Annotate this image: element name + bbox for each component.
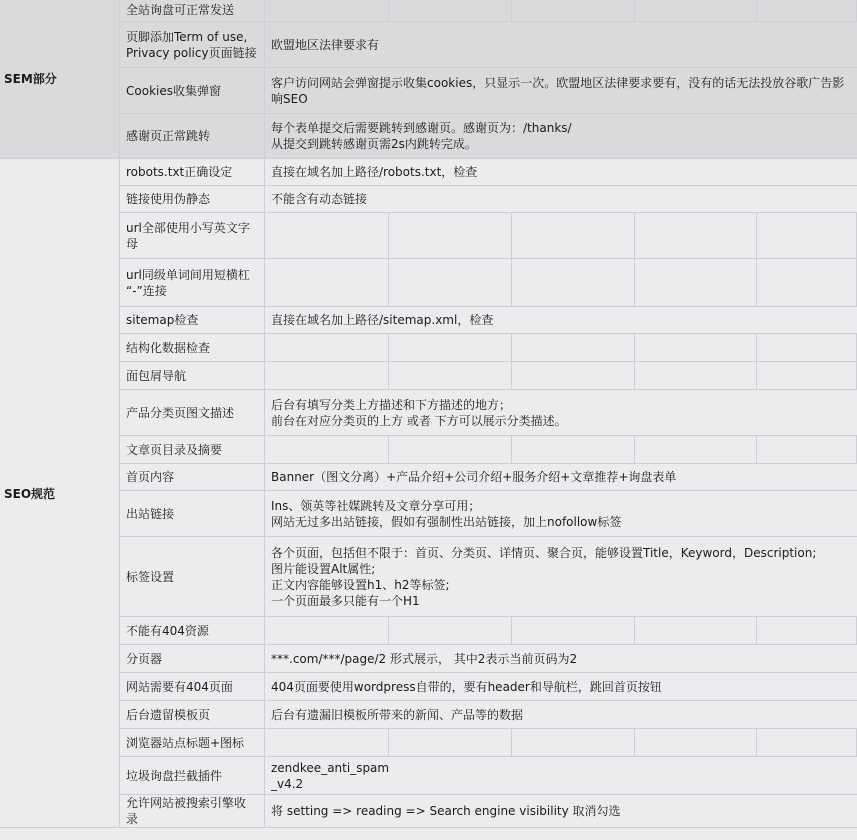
desc-text: 后台有填写分类上方描述和下方描述的地方； 前台在对应分类页的上方 或者 下方可以展示分类描述。 [271,397,567,428]
item-cell[interactable] [120,464,265,491]
table-row [0,617,857,645]
empty-cell[interactable] [512,334,635,362]
item-cell[interactable] [120,729,265,757]
empty-cell[interactable] [389,213,512,259]
item-text: 标签设置 [126,569,175,584]
desc-text: 直接在域名加上路径/robots.txt，检查 [271,165,478,179]
desc-cell[interactable] [265,186,857,213]
table-row [0,68,857,114]
item-cell[interactable] [120,307,265,334]
table-row [0,213,857,259]
desc-cell[interactable] [265,390,857,436]
table-row [0,186,857,213]
desc-cell[interactable] [265,701,857,729]
empty-cell[interactable] [389,0,512,22]
empty-cell[interactable] [512,617,635,645]
empty-cell[interactable] [512,0,635,22]
desc-cell[interactable] [265,537,857,617]
empty-cell[interactable] [389,729,512,757]
desc-cell[interactable] [265,22,857,68]
desc-cell[interactable] [265,362,389,390]
desc-cell[interactable] [265,259,389,307]
desc-cell[interactable] [265,68,857,114]
table-row [0,701,857,729]
desc-cell[interactable] [265,114,857,159]
desc-text: 直接在域名加上路径/sitemap.xml，检查 [271,313,494,327]
empty-cell[interactable] [757,334,857,362]
table-row [0,22,857,68]
desc-text: 每个表单提交后需要跳转到感谢页。感谢页为：/thanks/ 从提交到跳转感谢页需2s内跳转完成。 [271,121,572,151]
item-cell[interactable] [120,673,265,701]
desc-text: Banner（图文分离）+产品介绍+公司介绍+服务介绍+文章推荐+询盘表单 [271,470,677,484]
table-row [0,757,857,795]
item-cell[interactable] [120,259,265,307]
item-text: sitemap检查 [126,313,199,327]
item-cell[interactable] [120,701,265,729]
desc-text: 客户访问网站会弹窗提示收集cookies，只显示一次。欧盟地区法律要求要有，没有的话无法投放谷歌广告影 响SEO [271,75,845,106]
table-row [0,491,857,537]
table-row [0,362,857,390]
item-cell[interactable] [120,645,265,673]
empty-cell[interactable] [389,617,512,645]
item-text: 全站询盘可正常发送 [126,2,235,17]
desc-cell[interactable] [265,673,857,701]
empty-cell[interactable] [389,436,512,464]
item-text: url全部使用小写英文字 母 [126,220,250,251]
table-row [0,537,857,617]
empty-cell[interactable] [635,259,757,307]
desc-cell[interactable] [265,617,389,645]
item-text: 首页内容 [126,470,175,484]
sem-group-label: SEM部分 [4,71,57,86]
desc-cell[interactable] [265,0,389,22]
item-cell[interactable] [120,114,265,159]
desc-text: zendkee_anti_spam _v4.2 [271,760,390,791]
empty-cell[interactable] [635,0,757,22]
item-text: robots.txt正确设定 [126,165,233,179]
item-text: 结构化数据检查 [126,340,211,355]
empty-cell[interactable] [389,362,512,390]
item-cell[interactable] [120,334,265,362]
desc-cell[interactable] [265,464,857,491]
desc-text: 不能含有动态链接 [271,192,368,206]
table-row [0,729,857,757]
item-cell[interactable] [120,617,265,645]
desc-text: Ins、领英等社媒跳转及文章分享可用； 网站无过多出站链接，假如有强制性出站链接，加上nofollow标签 [271,498,622,529]
table-row [0,464,857,491]
desc-cell[interactable] [265,795,857,828]
desc-text: 将 setting => reading => Search engine visibility 取消勾选 [271,804,621,818]
item-cell[interactable] [120,390,265,436]
item-cell[interactable] [120,757,265,795]
item-text: 文章页目录及摘要 [126,442,223,457]
item-cell[interactable] [120,186,265,213]
item-cell[interactable] [120,537,265,617]
desc-text: 后台有遗漏旧模板所带来的新闻、产品等的数据 [271,707,524,722]
item-cell[interactable] [120,795,265,828]
item-text: 不能有404资源 [126,623,209,638]
table-row [0,334,857,362]
desc-text: 各个页面，包括但不限于：首页、分类页、详情页、聚合页，能够设置Title，Keyword，Description; 图片能设置Alt属性; 正文内容能够设置h1、h2等标签; 一个页面最多只能有一个H1 [271,545,817,608]
table-row [0,159,857,186]
empty-cell[interactable] [635,362,757,390]
desc-cell[interactable] [265,729,389,757]
desc-cell[interactable] [265,307,857,334]
item-cell[interactable] [120,68,265,114]
desc-cell[interactable] [265,645,857,673]
empty-cell[interactable] [512,213,635,259]
table-row [0,436,857,464]
empty-cell[interactable] [635,436,757,464]
empty-cell[interactable] [757,436,857,464]
item-cell[interactable] [120,436,265,464]
table-row [0,645,857,673]
item-cell[interactable] [120,159,265,186]
table-row [0,0,857,22]
desc-cell[interactable] [265,213,389,259]
desc-text: 欧盟地区法律要求有 [271,37,380,52]
empty-cell[interactable] [635,729,757,757]
table-row [0,114,857,159]
desc-cell[interactable] [265,757,857,795]
table-row [0,307,857,334]
empty-cell[interactable] [757,729,857,757]
empty-cell[interactable] [635,213,757,259]
empty-cell[interactable] [512,259,635,307]
empty-cell[interactable] [757,213,857,259]
item-text: 出站链接 [126,506,175,521]
item-cell[interactable] [120,491,265,537]
item-text: 感谢页正常跳转 [126,129,211,143]
item-text: Cookies收集弹窗 [126,83,221,98]
item-cell[interactable] [120,362,265,390]
item-text: 网站需要有404页面 [126,679,233,694]
item-text: 允许网站被搜索引擎收 录 [126,796,247,826]
item-text: 页脚添加Term of use, Privacy policy页面链接 [126,29,257,60]
item-text: 产品分类页图文描述 [126,405,235,420]
item-text: 链接使用伪静态 [126,192,211,206]
empty-cell[interactable] [389,334,512,362]
empty-cell[interactable] [757,362,857,390]
item-text: 分页器 [126,651,163,666]
empty-cell[interactable] [512,729,635,757]
table-row [0,673,857,701]
empty-cell[interactable] [635,334,757,362]
empty-cell[interactable] [512,436,635,464]
empty-cell[interactable] [757,0,857,22]
empty-cell[interactable] [757,617,857,645]
empty-cell[interactable] [389,259,512,307]
seo-group-label: SEO规范 [4,486,56,501]
empty-cell[interactable] [757,259,857,307]
table-row [0,259,857,307]
item-text: url同级单词间用短横杠 “-”连接 [126,267,250,298]
item-text: 后台遗留模板页 [126,707,211,722]
desc-cell[interactable] [265,334,389,362]
item-cell[interactable] [120,22,265,68]
item-text: 面包屑导航 [126,368,187,383]
item-cell[interactable] [120,0,265,22]
table-row [0,390,857,436]
empty-cell[interactable] [635,617,757,645]
item-cell[interactable] [120,213,265,259]
desc-cell[interactable] [265,436,389,464]
desc-text: 404页面要使用wordpress自带的，要有header和导航栏，跳回首页按钮 [271,679,662,694]
desc-cell[interactable] [265,491,857,537]
empty-cell[interactable] [512,362,635,390]
desc-cell[interactable] [265,159,857,186]
table-row [0,795,857,828]
desc-text: ***.com/***/page/2 形式展示， 其中2表示当前页码为2 [271,651,578,666]
item-text: 浏览器站点标题+图标 [126,735,245,750]
item-text: 垃圾询盘拦截插件 [126,768,223,783]
